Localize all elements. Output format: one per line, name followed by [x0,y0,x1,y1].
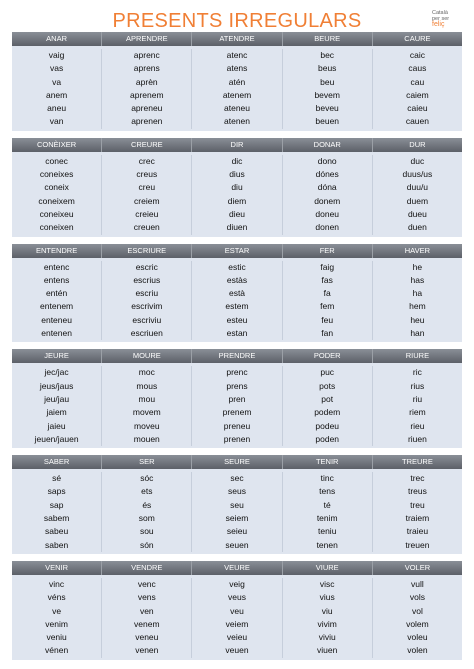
conjugated-form: puc [320,367,335,378]
conjugated-form: són [139,539,154,550]
verb-block [12,32,462,131]
conjugation-column [102,578,192,658]
conjugated-form: és [142,499,152,510]
conjugated-form: diu [231,182,243,193]
conjugated-form: véns [47,592,66,603]
conjugated-form: seiem [225,513,249,524]
verb-block [12,561,462,660]
conjugated-form: aprèn [135,76,158,87]
conjugated-form: venem [134,618,160,629]
conjugated-form: prens [226,380,248,391]
page-title: PRESENTS IRREGULARS [112,10,362,32]
conjugated-form: estic [228,261,246,272]
conjugated-form: jec/jac [44,367,69,378]
conjugated-form: vénen [45,645,69,656]
conjugated-form: pren [228,393,246,404]
conjugated-form: jeuen/jauen [34,433,79,444]
conjugated-form: vens [137,592,156,603]
conjugated-form: veig [229,578,245,589]
verb-infinitive: APRENDRE [102,32,192,46]
conjugated-form: vius [319,592,335,603]
conjugated-form: duu/u [406,182,429,193]
conjugated-form: traieu [406,526,429,537]
conjugated-form: viuen [317,645,338,656]
conjugated-form: caiem [406,89,429,100]
verb-infinitive: PRENDRE [192,349,282,363]
verb-infinitive: ENTENDRE [12,244,102,258]
conjugated-form: entens [43,274,70,285]
conjugated-form: escriuen [130,328,163,339]
conjugated-form: feu [321,314,334,325]
conjugated-form: heu [410,314,425,325]
verb-infinitive: SER [102,455,192,469]
conjugated-form: dius [229,169,245,180]
conjugated-form: atén [228,76,246,87]
conjugated-form: volen [407,645,428,656]
conjugated-form: traiem [405,513,430,524]
conjugated-form: mouen [133,433,160,444]
conjugated-form: esteu [226,314,248,325]
conjugated-form: coneixem [38,195,75,206]
verb-infinitive: VIURE [283,561,373,575]
conjugated-form: escrius [133,274,161,285]
conjugated-form: sabeu [45,526,69,537]
conjugation-column [373,366,462,446]
verb-infinitive: VENIR [12,561,102,575]
conjugation-area [12,152,462,237]
conjugated-form: va [52,76,62,87]
conjugated-form: escriu [135,288,159,299]
conjugated-form: jeu/jau [44,393,70,404]
conjugated-form: faig [320,261,335,272]
conjugated-form: riuen [407,433,427,444]
conjugation-column [373,155,462,235]
conjugated-form: estàs [226,274,248,285]
conjugation-column [12,49,102,129]
verb-infinitive: JEURE [12,349,102,363]
verb-infinitive: SEURE [192,455,282,469]
conjugation-column [102,366,192,446]
conjugated-form: crec [138,155,155,166]
conjugated-form: teniu [317,526,337,537]
conjugated-form: viu [321,605,333,616]
conjugation-column [12,155,102,235]
conjugated-form: creiem [134,195,160,206]
verb-infinitive: ESCRIURE [102,244,192,258]
conjugated-form: fem [320,301,335,312]
conjugated-form: prenen [223,433,251,444]
conjugation-column [283,49,373,129]
conjugated-form: moc [138,367,155,378]
conjugated-form: caus [408,63,427,74]
conjugated-form: fas [321,274,333,285]
conjugation-column [12,578,102,658]
conjugated-form: està [228,288,246,299]
conjugated-form: aprenc [133,50,160,60]
conjugation-column [373,49,462,129]
conjugated-form: venen [135,645,159,656]
conjugated-form: sabem [43,513,70,524]
conjugated-form: mous [136,380,158,391]
conjugation-area [12,258,462,343]
verb-infinitive: BEURE [283,32,373,46]
conjugated-form: podeu [315,420,340,431]
conjugated-form: trec [410,473,425,484]
conjugated-form: visc [319,578,335,589]
conjugated-form: vinc [49,578,65,589]
conjugated-form: escriviu [132,314,162,325]
conjugated-form: diuen [226,222,248,233]
conjugated-form: seuen [225,539,249,550]
conjugated-form: aneu [47,103,67,114]
conjugated-form: sap [49,499,64,510]
conjugated-form: dieu [228,208,246,219]
conjugated-form: sou [139,526,154,537]
conjugated-form: ets [141,486,153,497]
conjugated-form: tenen [316,539,338,550]
conjugated-form: vols [409,592,425,603]
conjugated-form: voleu [407,632,428,643]
conjugated-form: atenem [222,89,252,100]
conjugated-form: diem [227,195,247,206]
conjugated-form: bevem [314,89,340,100]
conjugated-form: sé [52,473,62,484]
verb-infinitive: ESTAR [192,244,282,258]
conjugated-form: sec [230,473,244,484]
conjugated-form: bec [320,50,335,60]
conjugated-form: dóna [317,182,337,193]
verb-infinitive: DUR [409,139,426,149]
logo-line-3: feliç [432,21,445,28]
verb-infinitive: RIURE [405,351,430,361]
conjugation-area [12,469,462,554]
conjugation-column [102,261,192,341]
conjugation-column [102,155,192,235]
verb-block [12,244,462,343]
conjugated-form: entenen [41,328,72,339]
conjugated-form: cauen [405,116,429,127]
conjugated-form: estem [225,301,249,312]
verb-header-row [12,244,462,258]
conjugated-form: beu [320,76,335,87]
conjugated-form: venim [45,618,68,629]
conjugated-form: creus [136,169,158,180]
logo-line-1: Català [432,10,448,16]
conjugated-form: atens [226,63,248,74]
conjugated-form: coneix [44,182,69,193]
conjugation-column [192,578,282,658]
conjugated-form: anem [45,89,68,100]
conjugated-form: ateneu [224,103,250,114]
verb-block [12,349,462,448]
conjugated-form: venc [137,578,156,589]
verb-infinitive: FER [283,244,373,258]
conjugated-form: atenc [226,50,248,60]
conjugated-form: veneu [135,632,159,643]
conjugated-form: cau [410,76,425,87]
conjugated-form: aprens [133,63,160,74]
conjugated-form: veiem [225,618,249,629]
conjugated-form: dono [317,155,337,166]
conjugation-area [12,363,462,448]
verb-infinitive: HAVER [404,245,431,255]
conjugated-form: creieu [135,208,159,219]
conjugated-form: doneu [315,208,340,219]
conjugated-form: dueu [407,208,427,219]
conjugated-form: treus [407,486,427,497]
conjugated-form: fa [323,288,331,299]
conjugated-form: has [410,274,425,285]
conjugation-column [12,472,102,552]
conjugated-form: viviu [318,632,336,643]
conjugated-form: preneu [223,420,251,431]
conjugated-form: veu [230,605,244,616]
conjugated-form: saps [47,486,66,497]
conjugation-area [12,46,462,131]
conjugated-form: sóc [140,473,154,484]
conjugated-form: escric [135,261,158,272]
verb-infinitive: CREURE [102,138,192,152]
conjugated-form: veieu [226,632,248,643]
verb-infinitive: DONAR [283,138,373,152]
conjugated-form: atenen [224,116,250,127]
conjugated-form: aprenen [131,116,163,127]
verb-block [12,138,462,237]
conjugation-column [283,261,373,341]
conjugation-column [192,366,282,446]
conjugated-form: fan [321,328,334,339]
verb-block [12,455,462,554]
conjugated-form: duen [407,222,427,233]
conjugation-column [102,49,192,129]
conjugated-form: he [412,261,423,272]
verb-infinitive: ANAR [12,32,102,46]
conjugated-form: conec [45,155,68,166]
conjugated-form: apreneu [131,103,163,114]
conjugated-form: prenem [222,407,252,418]
conjugated-form: som [138,513,155,524]
conjugated-form: han [410,328,425,339]
conjugated-form: entenc [43,261,70,272]
conjugation-column [283,366,373,446]
verb-tables [12,32,462,667]
logo-line-2: per ser [432,16,450,22]
conjugation-column [373,472,462,552]
conjugated-form: té [323,499,331,510]
conjugated-form: vas [49,63,64,74]
conjugated-form: prenc [226,367,248,378]
verb-infinitive: CAURE [404,34,431,43]
conjugation-column [192,261,282,341]
conjugation-column [12,366,102,446]
conjugated-form: donen [315,222,340,233]
conjugated-form: caieu [407,103,428,114]
conjugated-form: caic [409,50,425,60]
conjugated-form: jaiem [46,407,67,418]
conjugated-form: creuen [133,222,160,233]
conjugated-form: aprenem [130,89,164,100]
conjugated-form: tinc [320,473,334,484]
conjugated-form: duc [410,155,425,166]
conjugation-column [12,261,102,341]
verb-header-row [12,455,462,469]
conjugated-form: tenim [316,513,338,524]
conjugation-column [192,155,282,235]
verb-header-row [12,561,462,575]
conjugated-form: beus [317,63,337,74]
conjugated-form: dic [231,155,243,166]
conjugated-form: coneixen [39,222,74,233]
conjugated-form: escrivim [131,301,163,312]
conjugated-form: entenem [40,301,74,312]
verb-infinitive: VENDRE [102,561,192,575]
conjugated-form: riu [412,393,423,404]
conjugated-form: veniu [46,632,67,643]
conjugation-column [192,472,282,552]
conjugated-form: mou [138,393,156,404]
logo [432,10,462,28]
conjugated-form: treuen [405,539,430,550]
verb-infinitive: VOLER [404,562,431,572]
verb-header-row [12,349,462,363]
conjugated-form: tens [319,486,336,497]
verb-header-row [12,138,462,152]
conjugation-column [283,578,373,658]
conjugated-form: hem [409,301,426,312]
conjugated-form: ric [412,367,422,378]
conjugated-form: volem [406,618,429,629]
verb-infinitive: MOURE [102,349,192,363]
conjugated-form: dónes [315,169,339,180]
verb-infinitive: DIR [192,138,282,152]
conjugated-form: entén [45,288,68,299]
conjugated-form: van [49,116,64,127]
conjugated-form: coneixeu [39,208,74,219]
conjugated-form: seus [228,486,246,497]
conjugated-form: donem [314,195,341,206]
conjugated-form: ven [139,605,154,616]
conjugated-form: enteneu [41,314,72,325]
conjugated-form: veuen [225,645,249,656]
conjugated-form: duus/us [402,169,433,180]
verb-infinitive: SABER [12,455,102,469]
conjugated-form: vull [411,578,424,589]
verb-infinitive: TREURE [401,457,433,467]
verb-infinitive: CONÈIXER [12,138,102,152]
verb-infinitive: TENIR [283,455,373,469]
conjugated-form: moveu [134,420,160,431]
conjugated-form: saben [45,539,69,550]
conjugated-form: treu [410,499,425,510]
verb-infinitive: ATENDRE [192,32,282,46]
conjugation-column [102,472,192,552]
conjugated-form: duem [406,195,429,206]
conjugated-form: ve [52,605,62,616]
conjugated-form: pots [319,380,336,391]
verb-header-row [12,32,462,46]
conjugation-column [373,261,462,341]
conjugated-form: estan [226,328,248,339]
conjugated-form: vol [411,605,423,616]
conjugated-form: beveu [315,103,339,114]
conjugated-form: veus [228,592,246,603]
conjugated-form: pot [321,393,334,404]
conjugated-form: rieu [410,420,425,431]
conjugated-form: rius [410,380,425,391]
conjugation-column [283,472,373,552]
verb-infinitive: PODER [283,349,373,363]
conjugated-form: podem [314,407,341,418]
conjugated-form: movem [132,407,161,418]
verb-infinitive: VEURE [192,561,282,575]
conjugated-form: jeus/jaus [39,380,74,391]
conjugated-form: vivim [317,618,337,629]
conjugation-column [283,155,373,235]
conjugated-form: riem [409,407,426,418]
conjugated-form: jaieu [47,420,66,431]
conjugated-form: seieu [226,526,248,537]
conjugated-form: ha [412,288,423,299]
conjugated-form: beuen [315,116,340,127]
conjugated-form: poden [315,433,340,444]
conjugated-form: creu [138,182,156,193]
conjugation-column [373,578,462,658]
conjugated-form: vaig [48,50,65,60]
conjugation-area [12,575,462,660]
conjugated-form: coneixes [39,169,74,180]
conjugation-column [192,49,282,129]
conjugated-form: seu [230,499,244,510]
